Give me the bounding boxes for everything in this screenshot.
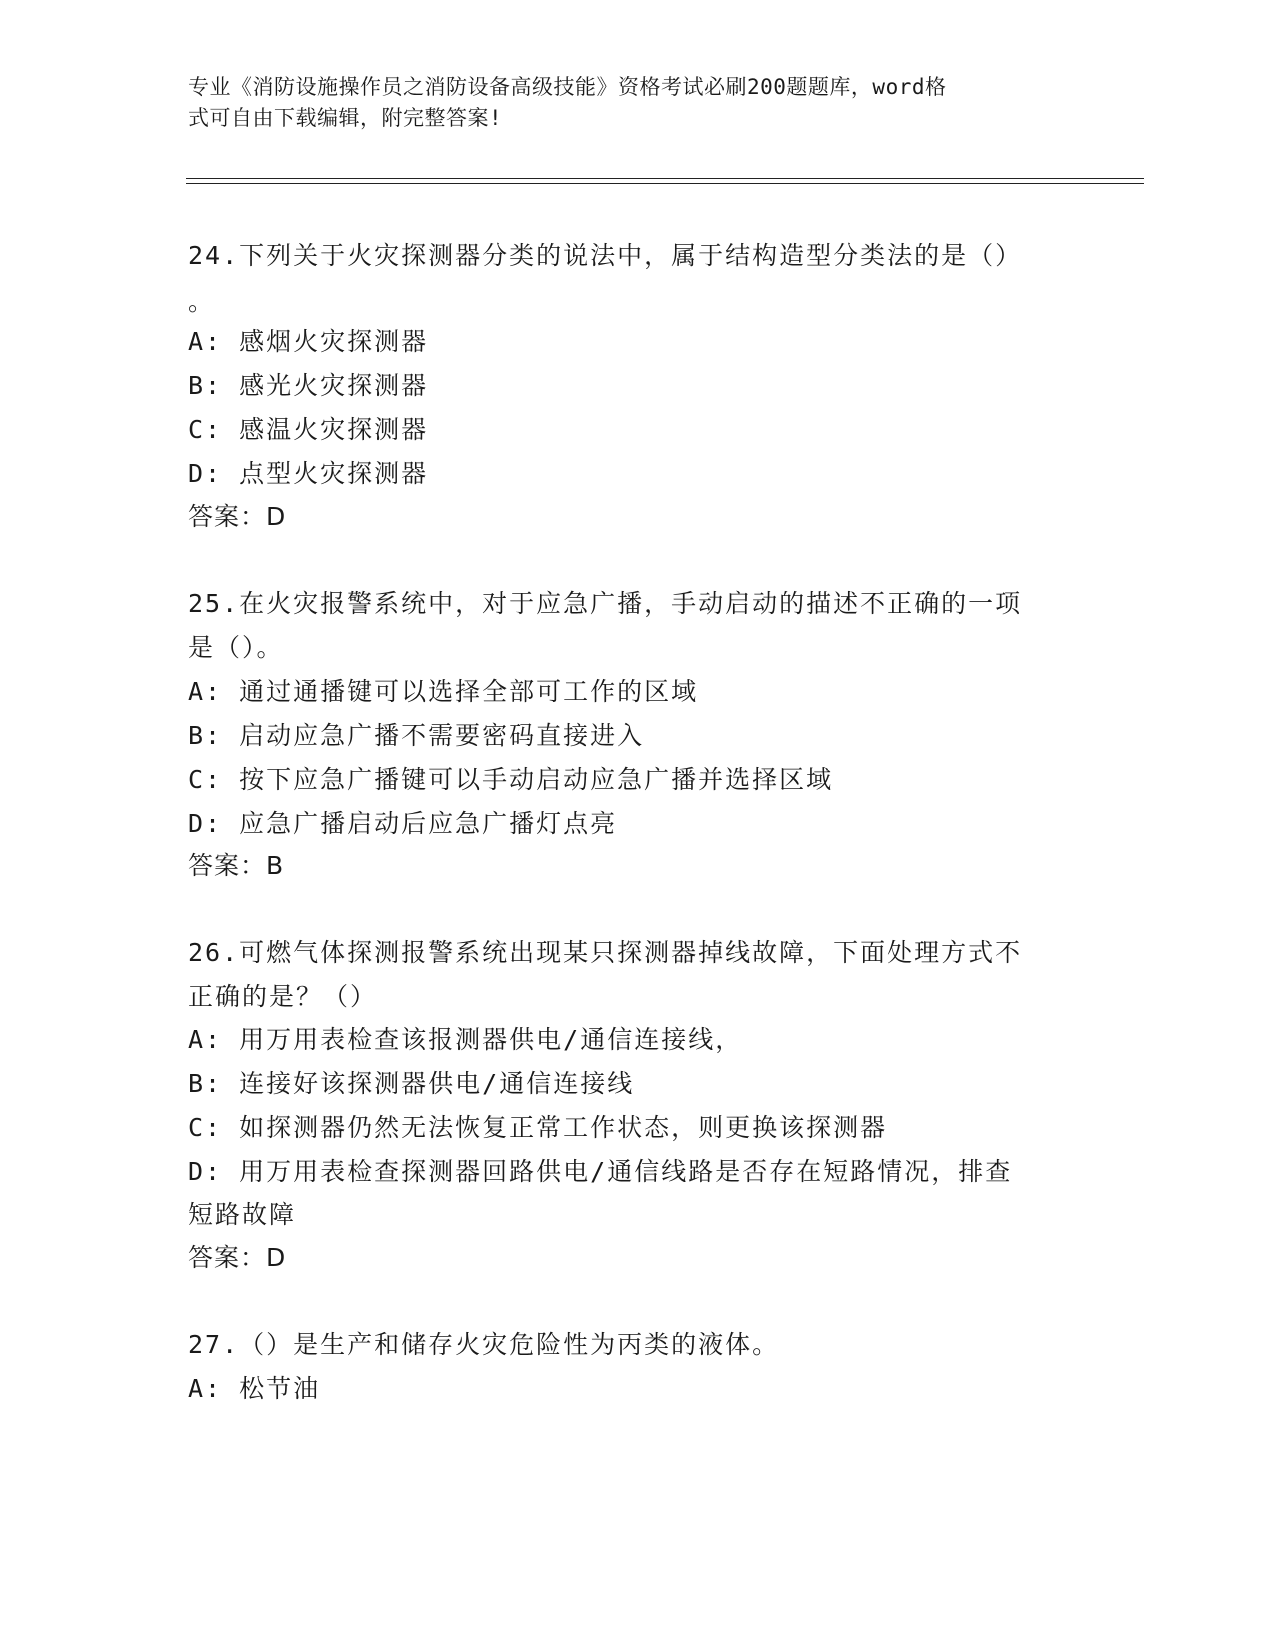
question-24-option-d: D: 点型火灾探测器	[188, 459, 429, 488]
question-24-option-c: C: 感温火灾探测器	[188, 415, 429, 444]
question-25-option-d: D: 应急广播启动后应急广播灯点亮	[188, 809, 618, 838]
question-25-stem-cont: 是（）。	[188, 633, 284, 662]
header-line-2: 式可自由下载编辑，附完整答案!	[188, 106, 503, 130]
question-25-option-b: B: 启动应急广播不需要密码直接进入	[188, 721, 645, 750]
header-rule-top	[186, 178, 1144, 179]
header-line-1: 专业《消防设施操作员之消防设备高级技能》资格考试必刷200题题库，word格	[188, 75, 947, 99]
question-26-answer: 答案：D	[188, 1243, 287, 1272]
question-24-option-a: A: 感烟火灾探测器	[188, 327, 429, 356]
question-26-option-c: C: 如探测器仍然无法恢复正常工作状态，则更换该探测器	[188, 1113, 888, 1142]
header-rule-bottom	[186, 183, 1144, 184]
question-25-answer: 答案：B	[188, 851, 285, 880]
question-26-option-d: D: 用万用表检查探测器回路供电/通信线路是否存在短路情况，排查	[188, 1157, 1013, 1186]
question-25-option-a: A: 通过通播键可以选择全部可工作的区域	[188, 677, 699, 706]
question-24-option-b: B: 感光火灾探测器	[188, 371, 429, 400]
question-27-stem: 27.（）是生产和储存火灾危险性为丙类的液体。	[188, 1330, 780, 1359]
question-26-option-b: B: 连接好该探测器供电/通信连接线	[188, 1069, 635, 1098]
question-26-option-d-cont: 短路故障	[188, 1200, 297, 1229]
question-26-option-a: A: 用万用表检查该报测器供电/通信连接线，	[188, 1025, 743, 1054]
question-24-answer: 答案：D	[188, 502, 287, 531]
document-header	[188, 72, 1068, 134]
question-26-stem: 26.可燃气体探测报警系统出现某只探测器掉线故障，下面处理方式不	[188, 938, 1023, 967]
question-25-stem: 25.在火灾报警系统中，对于应急广播，手动启动的描述不正确的一项	[188, 589, 1023, 618]
question-25-option-c: C: 按下应急广播键可以手动启动应急广播并选择区域	[188, 765, 834, 794]
question-27-option-a: A: 松节油	[188, 1374, 321, 1403]
question-24-stem-cont: 。	[188, 287, 216, 316]
question-26-stem-cont: 正确的是？（）	[188, 982, 378, 1011]
question-24-stem: 24.下列关于火灾探测器分类的说法中，属于结构造型分类法的是（）	[188, 241, 1023, 270]
